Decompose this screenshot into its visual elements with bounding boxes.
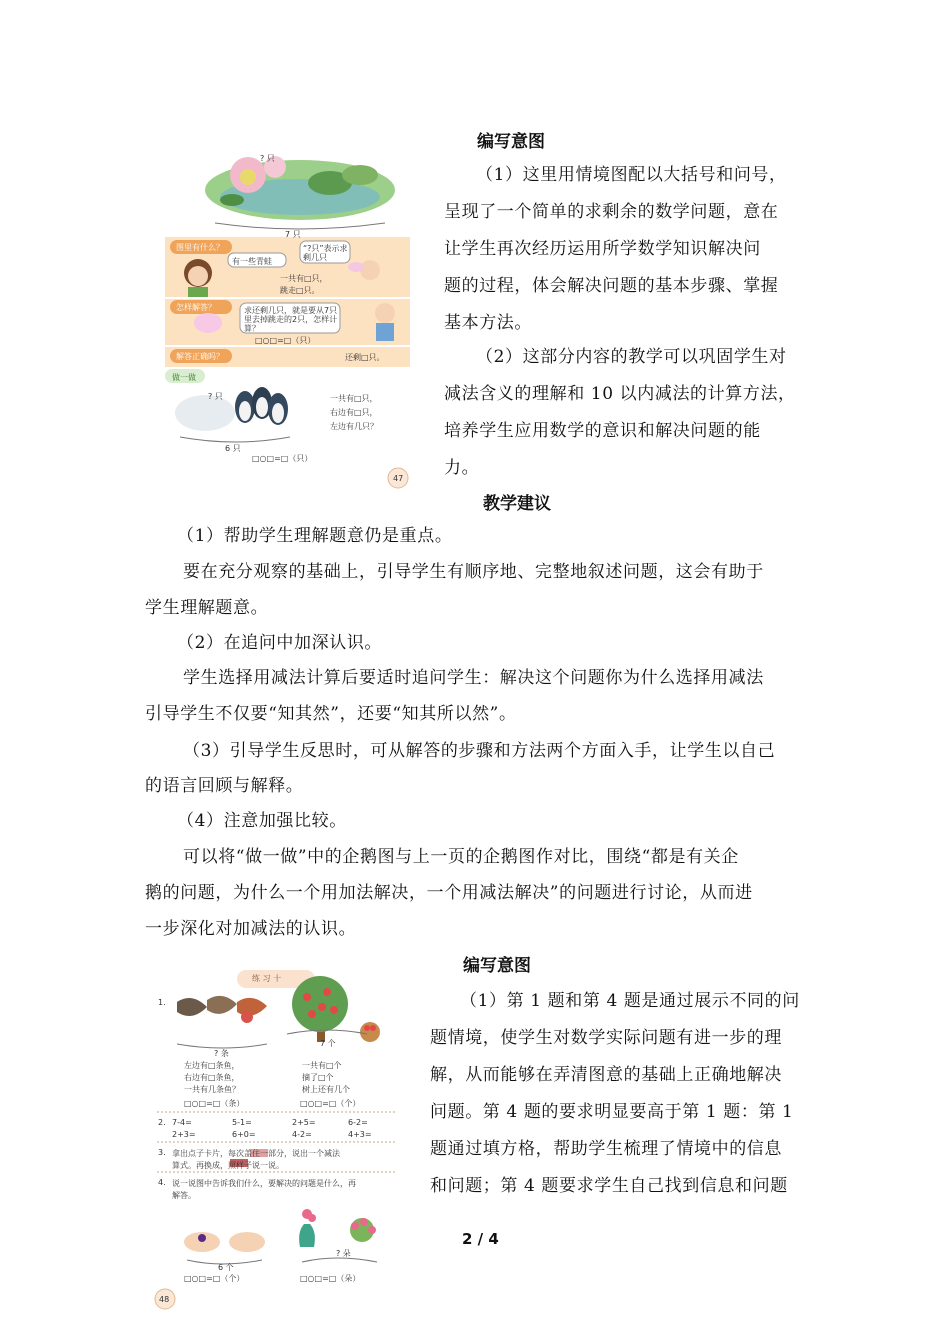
- text-line: （1）第 1 题和第 4 题是通过展示不同的问: [460, 991, 800, 1011]
- text-line: 题的过程，体会解决问题的基本步骤、掌握: [444, 276, 779, 296]
- flower-equation: □○□=□（朵）: [300, 1274, 361, 1283]
- calc-7: 4-2=: [292, 1130, 312, 1139]
- answer-check: 还剩□只。: [345, 353, 385, 362]
- calc-1: 7-4=: [172, 1118, 192, 1127]
- bubble-method: 求还剩几只，就是要从7只里去掉跳走的2只，怎样计算？: [244, 306, 338, 333]
- tree-equation: □○□=□（个）: [300, 1099, 361, 1108]
- page-number: 2 / 4: [462, 1230, 499, 1248]
- fish-line-1: 左边有□条鱼，: [184, 1061, 240, 1070]
- penguin-info1: 一共有□只，: [330, 394, 378, 403]
- text-line: （2）在追问中加深认识。: [177, 633, 383, 653]
- label-top: ? 只: [260, 154, 275, 163]
- penguin-info3: 左边有几只？: [330, 422, 378, 431]
- text-line: 要在充分观察的基础上，引导学生有顺序地、完整地叙述问题，这会有助于: [183, 562, 764, 582]
- question-2-number: 2.: [158, 1118, 166, 1127]
- zuo-yi-zuo: 做一做: [172, 373, 196, 382]
- question-4-line-1: 说一说图中告诉我们什么，要解决的问题是什么，再: [172, 1179, 356, 1188]
- question-4-number: 4.: [158, 1178, 166, 1187]
- flower-top-label: ? 朵: [336, 1249, 351, 1258]
- text-line: 和问题；第 4 题要求学生自己找到信息和问题: [430, 1176, 788, 1196]
- text-line: 力。: [444, 458, 480, 478]
- question-1-number: 1.: [158, 998, 166, 1007]
- calc-3: 2+5=: [292, 1118, 316, 1127]
- text-line: 引导学生不仅要“知其然”，还要“知其所以然”。: [145, 704, 517, 724]
- text-line: 培养学生应用数学的意识和解决问题的能: [444, 421, 761, 441]
- tree-line-1: 一共有□个: [302, 1061, 342, 1070]
- text-line: 学生选择用减法计算后要适时追问学生：解决这个问题你为什么选择用减法: [183, 668, 764, 688]
- penguin-equation: □○□=□（只）: [252, 454, 313, 463]
- fish-equation: □○□=□（条）: [184, 1099, 245, 1108]
- textbook-image-exercise-10: [152, 962, 402, 1312]
- bubble-frogs: 有一些青蛙: [232, 257, 272, 266]
- info-jumped: 跳走□只。: [280, 286, 320, 295]
- penguin-bottom: 6 只: [225, 444, 241, 453]
- fish-line-3: 一共有几条鱼？: [184, 1085, 240, 1094]
- text-line: 减法含义的理解和 10 以内减法的计算方法，: [444, 384, 796, 404]
- fish-question: ? 条: [214, 1049, 229, 1058]
- hand-equation: □○□=□（个）: [184, 1274, 245, 1283]
- heading-teaching-suggestions: 教学建议: [483, 494, 551, 514]
- text-line: 题通过填方格，帮助学生梳理了情境中的信息: [430, 1139, 782, 1159]
- text-line: 基本方法。: [444, 313, 532, 333]
- fish-line-2: 右边有□条鱼，: [184, 1073, 240, 1082]
- tag-what: 图里有什么？: [176, 243, 224, 252]
- text-line: 一步深化对加减法的认识。: [145, 919, 357, 939]
- tree-line-2: 摘了□个: [302, 1073, 334, 1082]
- tag-how: 怎样解答？: [176, 303, 216, 312]
- text-line: （1）这里用情境图配以大括号和问号，: [476, 165, 787, 185]
- hand-bottom-label: 6 个: [218, 1263, 234, 1272]
- heading-intent-2: 编写意图: [463, 956, 531, 976]
- question-3-line-2: 算式。再换成，照样子说一说。: [172, 1161, 284, 1170]
- calc-4: 6-2=: [348, 1118, 368, 1127]
- question-4-line-2: 解答。: [172, 1191, 196, 1200]
- text-line: 学生理解题意。: [145, 598, 269, 618]
- calc-6: 6+0=: [232, 1130, 256, 1139]
- exercise-title: 练 习 十: [252, 974, 282, 983]
- tag-check: 解答正确吗？: [176, 352, 224, 361]
- calc-2: 5-1=: [232, 1118, 252, 1127]
- textbook-image-subtraction: [160, 145, 415, 490]
- text-line: 的语言回顾与解释。: [145, 776, 304, 796]
- penguin-top: ? 只: [208, 392, 223, 401]
- label-bottom: 7 只: [285, 230, 301, 239]
- penguin-info2: 右边有□只，: [330, 408, 378, 417]
- calc-8: 4+3=: [348, 1130, 372, 1139]
- text-line: （1）帮助学生理解题意仍是重点。: [177, 526, 453, 546]
- text-line: 问题。第 4 题的要求明显要高于第 1 题：第 1: [430, 1102, 794, 1122]
- textbook-page-number: 48: [159, 1295, 170, 1304]
- text-line: 可以将“做一做”中的企鹅图与上一页的企鹅图作对比，围绕“都是有关企: [183, 847, 739, 867]
- text-line: 鹅的问题，为什么一个用加法解决，一个用减法解决”的问题进行讨论，从而进: [145, 883, 753, 903]
- textbook-page-number: 47: [393, 474, 404, 483]
- text-line: 让学生再次经历运用所学数学知识解决问: [444, 239, 761, 259]
- text-line: 题情境，使学生对数学实际问题有进一步的理: [430, 1028, 782, 1048]
- text-line: （2）这部分内容的教学可以巩固学生对: [476, 347, 787, 367]
- tree-line-3: 树上还有几个: [302, 1085, 350, 1094]
- question-3-line-1: 拿出点子卡片，每次盖住一部分，说出一个减法: [172, 1149, 340, 1158]
- heading-intent-1: 编写意图: [477, 132, 545, 152]
- question-3-number: 3.: [158, 1148, 166, 1157]
- text-line: 解，从而能够在弄清图意的基础上正确地解决: [430, 1065, 782, 1085]
- bubble-meaning: “?只”表示求剩几只: [303, 244, 348, 262]
- calc-5: 2+3=: [172, 1130, 196, 1139]
- equation-frogs: □○□=□（只）: [255, 336, 316, 345]
- text-line: 呈现了一个简单的求剩余的数学问题，意在: [444, 202, 779, 222]
- tree-top-label: 7 个: [320, 1039, 336, 1048]
- text-line: （4）注意加强比较。: [177, 811, 347, 831]
- info-total: 一共有□只，: [280, 274, 328, 283]
- text-line: （3）引导学生反思时，可从解答的步骤和方法两个方面入手，让学生以自己: [183, 741, 776, 761]
